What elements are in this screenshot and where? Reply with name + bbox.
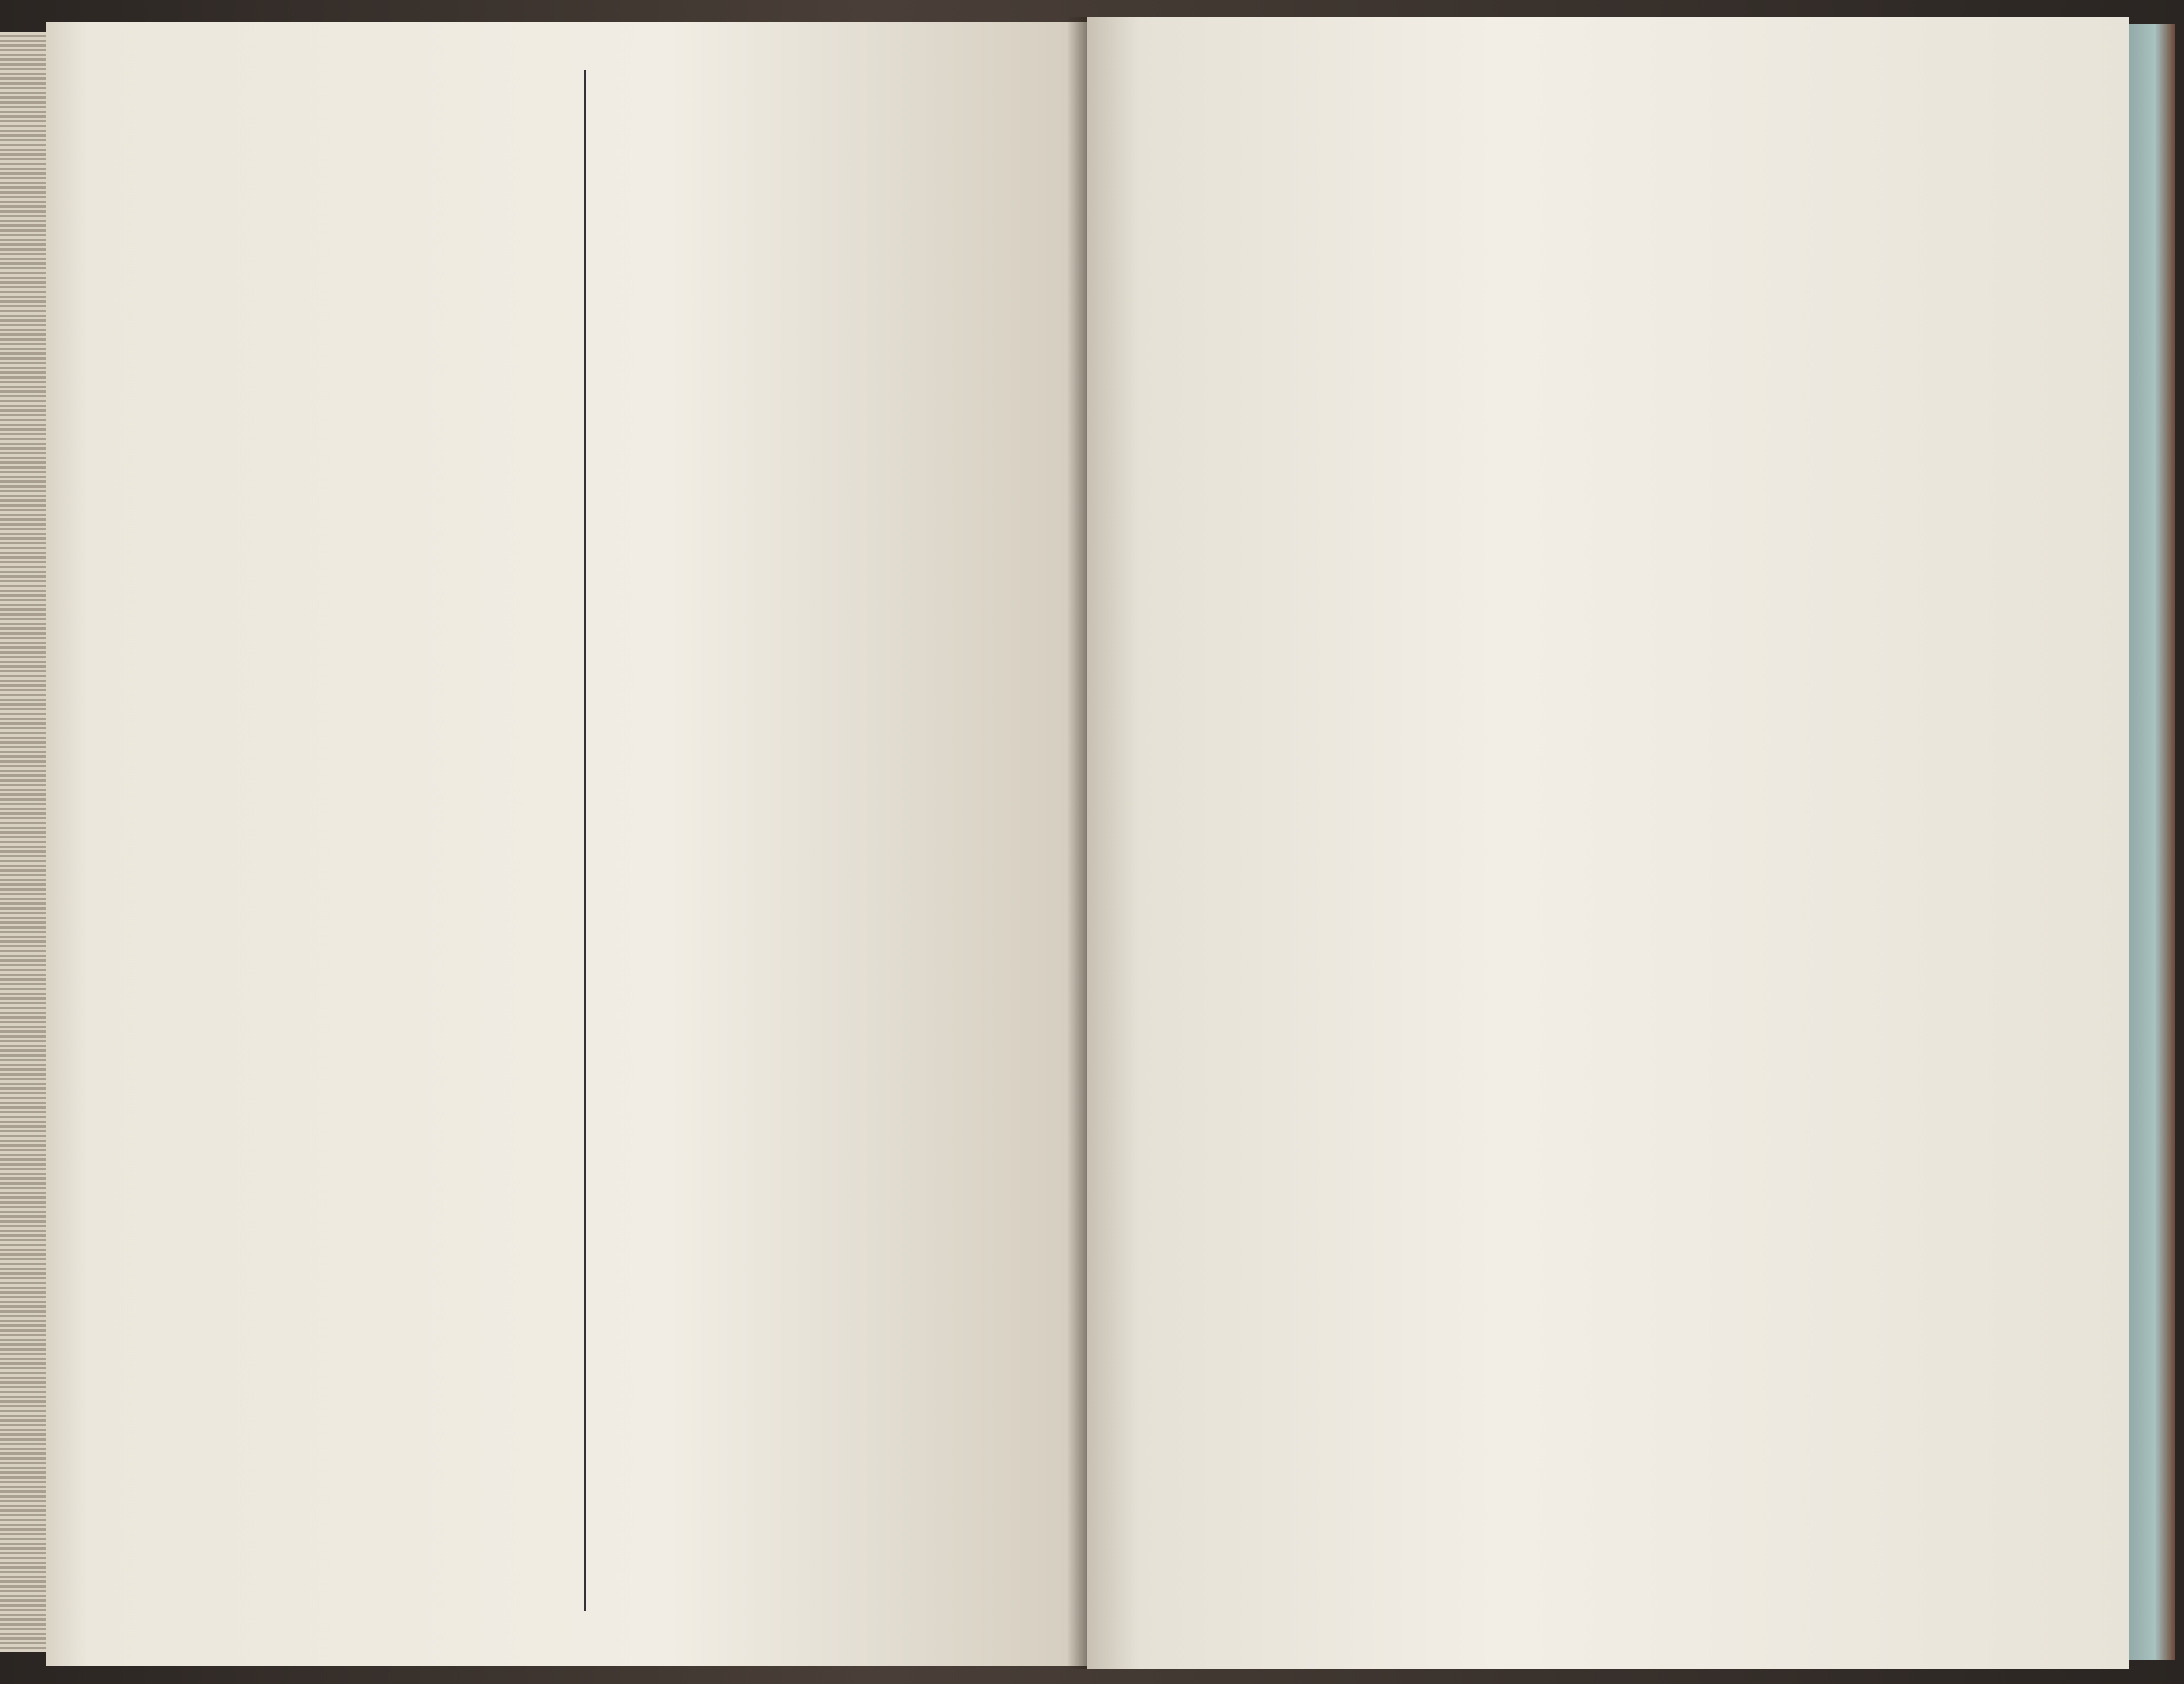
book-cover-edge	[2126, 24, 2175, 1660]
header-main-occupation	[1609, 141, 1846, 261]
header-literacy-a	[1435, 119, 1482, 138]
header-absence	[1207, 79, 1307, 262]
header-education	[1484, 141, 1595, 261]
header-can-read	[1435, 141, 1482, 261]
header-occupation-b	[1860, 119, 2111, 138]
header-military-status	[1862, 202, 2110, 261]
census-form	[1087, 17, 2129, 1669]
header-literacy-b	[1484, 119, 1595, 138]
left-page-instructions	[46, 22, 1087, 1666]
page-stack-edge	[0, 32, 46, 1652]
header-occupation	[1598, 82, 2111, 117]
header-literacy	[1435, 82, 1595, 117]
header-religion	[1310, 79, 1367, 262]
right-page-census-form	[1087, 17, 2129, 1669]
header-occupation-a	[1598, 119, 1857, 138]
header-secondary-occupation	[1862, 141, 2110, 201]
column-divider	[584, 70, 586, 1611]
header-native-language	[1370, 79, 1430, 262]
form-grid	[1087, 17, 2129, 1669]
header-residence	[1097, 79, 1203, 262]
